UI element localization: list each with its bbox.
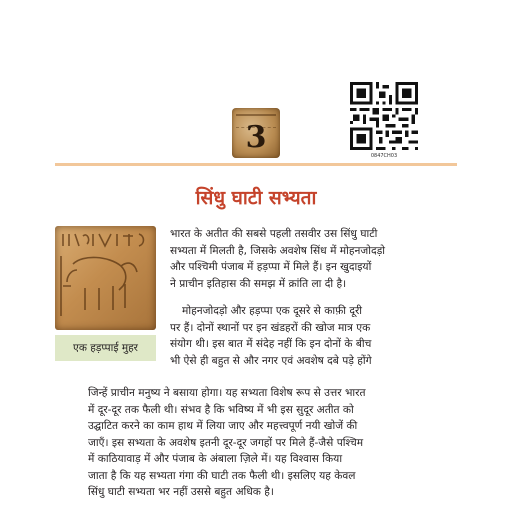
seal-caption-box xyxy=(55,335,156,361)
qr-code-caption: 0847CH03 xyxy=(370,153,398,159)
chapter-title: सिंधु घाटी सभ्यता xyxy=(195,187,317,209)
paragraph-line: जाएँ। इस सभ्यता के अवशेष इतनी दूर-दूर जगहों पर मिले हैं-जैसे पश्चिम xyxy=(88,436,364,449)
paragraph-line: सिंधु घाटी सभ्यता भर नहीं उससे बहुत अधिक है। xyxy=(88,486,274,498)
paragraph-line: और पश्चिमी पंजाब में हड़प्पा में मिले हैं। इन खुदाइयों xyxy=(170,261,372,273)
paragraph-line: संयोग थी। इस बात में संदेह नहीं कि इन दोनों के बीच xyxy=(170,338,372,350)
paragraph-line: भारत के अतीत की सबसे पहली तसवीर उस सिंधु घाटी xyxy=(170,228,378,240)
paragraph-line: पर हैं। दोनों स्थानों पर इन खंडहरों की खोज मात्र एक xyxy=(170,321,371,334)
paragraph-line: मोहनजोदड़ो और हड़प्पा एक दूसरे से काफ़ी दूरी xyxy=(182,305,363,317)
paragraph-line: सभ्यता में मिलती है, जिसके अवशेष सिंध में मोहनजोदड़ो xyxy=(170,244,385,257)
paragraph-line: उद्घाटित करने का काम हाथ में लिया जाए और महत्त्वपूर्ण नयी खोजें की xyxy=(88,420,358,432)
paragraph-line: जाता है कि यह सभ्यता गंगा की घाटी तक फैली थी। इसलिए यह केवल xyxy=(88,469,356,482)
paragraph-2-continued xyxy=(88,385,458,501)
title-rule xyxy=(55,163,457,166)
paragraph-line: में काठियावाड़ में और पंजाब के अंबाला ज़िले में। यह विश्वास किया xyxy=(88,453,343,465)
paragraph-1 xyxy=(170,226,458,292)
paragraph-line: जिन्हें प्राचीन मनुष्य ने बसाया होगा। यह सभ्यता विशेष रूप से उत्तर भारत xyxy=(88,387,366,399)
chapter-number-badge xyxy=(232,108,280,158)
chapter-number: 3 xyxy=(245,120,267,155)
paragraph-line: में दूर-दूर तक फैली थी। संभव है कि भविष्य में भी इस सुदूर अतीत को xyxy=(88,403,354,416)
paragraph-line: भी ऐसे ही बहुत से और नगर एवं अवशेष दबे पड़े होंगे xyxy=(170,354,372,367)
seal-caption: एक हड़प्पाई मुहर xyxy=(73,342,138,354)
paragraph-2 xyxy=(170,303,458,369)
paragraph-line: ने प्राचीन इतिहास की समझ में क्रांति ला दी है। xyxy=(170,277,347,290)
qr-code-icon[interactable] xyxy=(350,82,418,150)
harappan-seal-image xyxy=(55,226,156,330)
